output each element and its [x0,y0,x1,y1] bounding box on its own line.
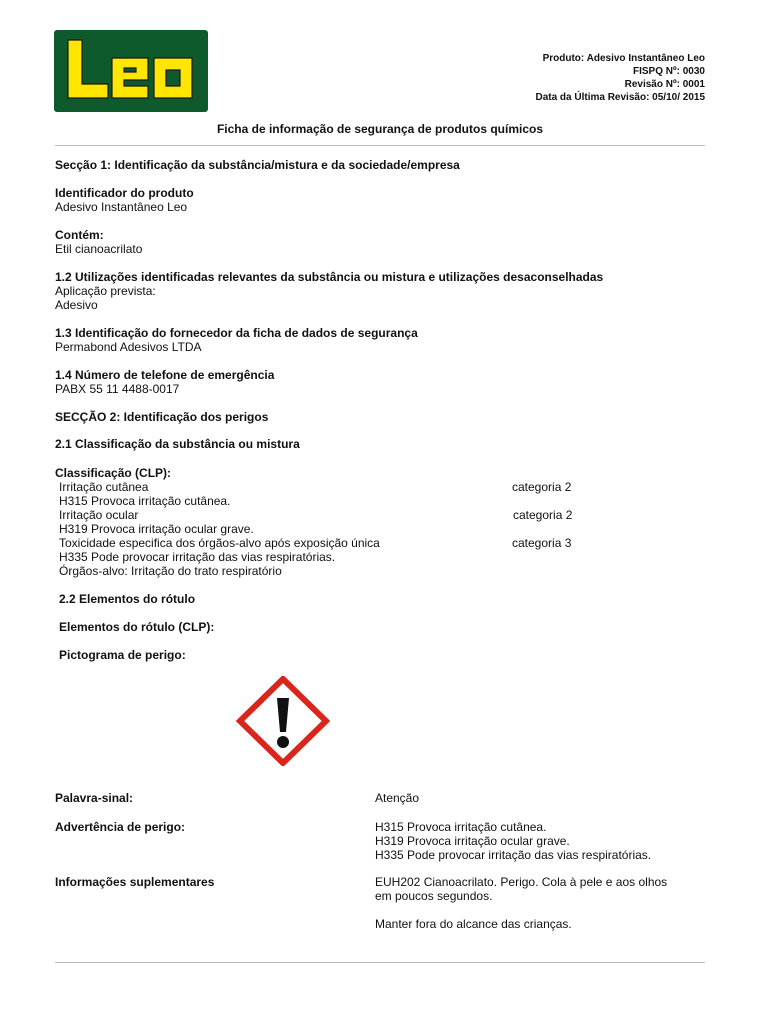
intended-use-label: Aplicação prevista: [55,284,156,298]
classification-row: H335 Pode provocar irritação das vias respiratórias. [59,550,336,564]
label-elements-clp: Elementos do rótulo (CLP): [59,620,215,634]
supplementary-info-line: em poucos segundos. [375,889,493,903]
logo-text [54,112,55,113]
section1-3-title: 1.3 Identificação do fornecedor da ficha de dados de segurança [55,326,418,340]
classification-row: Toxicidade especifica dos órgãos-alvo após exposição única [59,536,380,550]
signal-word-label: Palavra-sinal: [55,791,134,805]
company-logo [54,30,208,112]
classification-category: categoria 3 [512,536,572,550]
classification-row: H319 Provoca irritação ocular grave. [59,522,254,536]
bottom-divider [55,962,705,963]
section2-2-title: 2.2 Elementos do rótulo [59,592,196,606]
revision-number: Revisão Nº: 0001 [624,79,705,90]
emergency-phone: PABX 55 11 4488-0017 [55,382,180,396]
contains-value: Etil cianoacrilato [55,242,143,256]
pictogram-label: Pictograma de perigo: [59,648,186,662]
section1-2-title: 1.2 Utilizações identificadas relevantes da substância ou mistura e utilizações desaconselhadas [55,270,604,284]
hazard-statement-line: H315 Provoca irritação cutânea. [375,820,547,834]
classification-category: categoria 2 [513,508,573,522]
document-title: Ficha de informação de segurança de produtos químicos [216,122,544,136]
signal-word-value: Atenção [375,791,420,805]
supplementary-info-label: Informações suplementares [55,875,215,889]
section1-title: Secção 1: Identificação da substância/mistura e da sociedade/empresa [55,158,460,172]
classification-row: H315 Provoca irritação cutânea. [59,494,231,508]
fispq-number: FISPQ Nº: 0030 [632,66,705,77]
classification-row: Órgãos-alvo: Irritação do trato respiratório [59,564,282,578]
hazard-statement-label: Advertência de perigo: [55,820,186,834]
product-identifier-label: Identificador do produto [55,186,194,200]
classification-row: Irritação cutânea [59,480,149,494]
section2-title: SECÇÃO 2: Identificação dos perigos [55,410,269,424]
product-name: Produto: Adesivo Instantâneo Leo [542,53,705,64]
document-meta [535,52,705,104]
intended-use-value: Adesivo [55,298,98,312]
leo-logo-graphic [54,30,208,112]
hazard-statement-line: H319 Provoca irritação ocular grave. [375,834,570,848]
revision-date: Data da Última Revisão: 05/10/ 2015 [535,92,705,103]
contains-label: Contém: [55,228,104,242]
section2-1-title: 2.1 Classificação da substância ou mistura [55,437,300,451]
clp-classification-label: Classificação (CLP): [55,466,172,480]
keep-away-children: Manter fora do alcance das crianças. [375,917,572,931]
hazard-statement-line: H335 Pode provocar irritação das vias respiratórias. [375,848,652,862]
classification-category: categoria 2 [512,480,572,494]
product-identifier-value: Adesivo Instantâneo Leo [55,200,188,214]
section1-4-title: 1.4 Número de telefone de emergência [55,368,275,382]
supplementary-info-line: EUH202 Cianoacrilato. Perigo. Cola à pele e aos olhos [375,875,668,889]
classification-row: Irritação ocular [59,508,139,522]
supplier-name: Permabond Adesivos LTDA [55,340,202,354]
exclamation-mark-diamond-icon [236,676,330,766]
top-divider [55,145,705,146]
